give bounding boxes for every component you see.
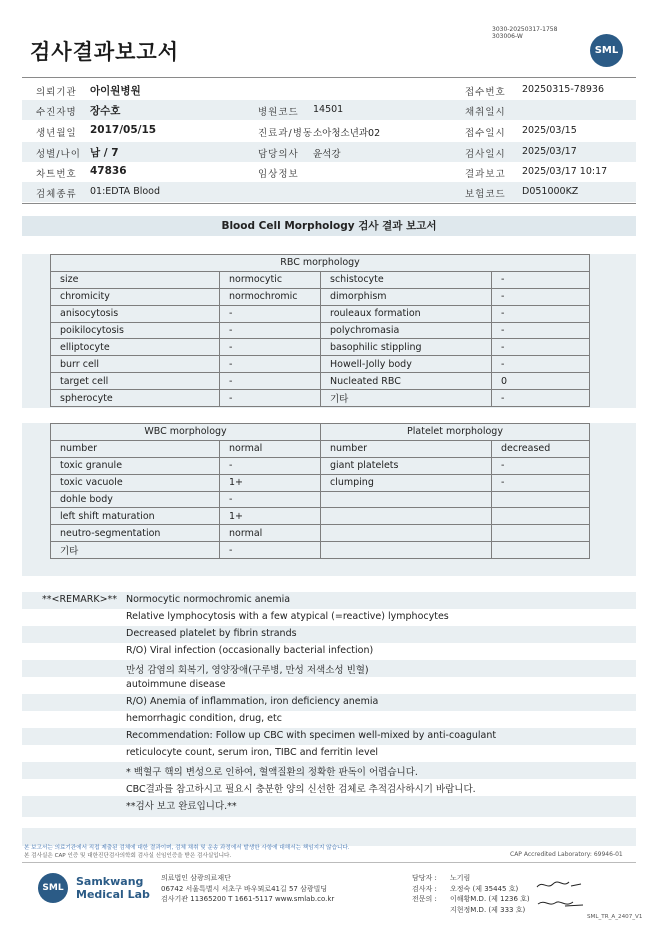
rbc-result: - xyxy=(220,339,321,356)
wbc-plt-item: giant platelets xyxy=(321,457,492,474)
rbc-result: - xyxy=(220,373,321,390)
info-label: 검사일시 xyxy=(465,149,506,160)
wbc-plt-row xyxy=(51,542,590,559)
wbc-plt-result xyxy=(492,491,590,508)
rbc-item: basophilic stippling xyxy=(321,339,492,356)
wbc-plt-item: 기타 xyxy=(51,542,220,559)
info-label: 차트번호 xyxy=(36,169,77,180)
wbc-plt-result: normal xyxy=(220,525,321,542)
info-value: 소아청소년과02 xyxy=(313,128,381,139)
rbc-result: - xyxy=(492,271,590,288)
rbc-result: - xyxy=(220,322,321,339)
wbc-plt-result: - xyxy=(220,542,321,559)
staff-names: 노기림 오정숙 (제 35445 호) 이해황M.D. (제 1236 호) 지현정M.D. (제 333 호) xyxy=(450,874,530,914)
info-value: 47836 xyxy=(90,165,127,177)
rbc-row xyxy=(51,390,590,407)
wbc-plt-item xyxy=(321,542,492,559)
rbc-item: 기타 xyxy=(321,390,492,407)
document-title: 검사결과보고서 xyxy=(30,40,180,64)
staff-labels: 담당자 : 검사자 : 전문의 : xyxy=(412,874,437,903)
wbc-plt-result: - xyxy=(492,457,590,474)
wbc-plt-row xyxy=(51,508,590,525)
wbc-plt-row xyxy=(51,440,590,457)
remark-line: R/O) Anemia of inflammation, iron deficiency anemia xyxy=(126,696,379,707)
patient-info-row xyxy=(22,162,636,182)
form-code: SML_TR_A_2407_V1 xyxy=(587,914,643,920)
remark-line: 만성 감염의 회복기, 영양장애(구루병, 만성 저색소성 빈혈) xyxy=(126,665,369,676)
wbc-plt-item: clumping xyxy=(321,474,492,491)
signature-1 xyxy=(535,878,585,892)
rbc-result: - xyxy=(492,390,590,407)
patient-info-row xyxy=(22,100,636,120)
remark-line: **검사 보고 완료입니다.** xyxy=(126,801,237,812)
remark-band xyxy=(22,626,636,643)
remark-line: Relative lymphocytosis with a few atypical (=reactive) lymphocytes xyxy=(126,611,449,622)
rbc-row xyxy=(51,271,590,288)
rbc-item: target cell xyxy=(51,373,220,390)
info-value: 2025/03/17 xyxy=(522,146,577,157)
footer-note: 본 보고서는 의료기관에서 직접 제출된 검체에 대한 결과이며, 검체 채취 및 운송 과정에서 발생한 사항에 대해서는 책임지지 않습니다. xyxy=(24,845,350,851)
wbc-plt-item: neutro-segmentation xyxy=(51,525,220,542)
info-label: 병원코드 xyxy=(258,107,299,118)
patient-info-row xyxy=(22,121,636,141)
rbc-item: schistocyte xyxy=(321,271,492,288)
platelet-table-title: Platelet morphology xyxy=(321,424,590,441)
wbc-plt-result: - xyxy=(220,457,321,474)
rbc-item: poikilocytosis xyxy=(51,322,220,339)
remark-band xyxy=(22,813,636,817)
rbc-row xyxy=(51,373,590,390)
remark-line: Recommendation: Follow up CBC with specimen well-mixed by anti-coagulant xyxy=(126,730,497,741)
remark-line: Normocytic normochromic anemia xyxy=(126,594,291,605)
info-label: 보험코드 xyxy=(465,189,506,200)
wbc-plt-item xyxy=(321,525,492,542)
info-label: 생년월일 xyxy=(36,128,77,139)
rbc-row xyxy=(51,305,590,322)
wbc-plt-result xyxy=(492,525,590,542)
wbc-plt-item: number xyxy=(321,440,492,457)
info-value: 01:EDTA Blood xyxy=(90,186,161,197)
rbc-item: burr cell xyxy=(51,356,220,373)
wbc-plt-result: 1+ xyxy=(220,508,321,525)
wbc-table-title: WBC morphology xyxy=(51,424,321,441)
info-label: 담당의사 xyxy=(258,149,299,160)
rbc-row xyxy=(51,288,590,305)
rbc-row xyxy=(51,356,590,373)
remark-band xyxy=(22,796,636,813)
rbc-result: - xyxy=(492,288,590,305)
info-value: D051000KZ xyxy=(522,186,579,197)
rbc-result: - xyxy=(492,339,590,356)
cap-accreditation: CAP Accredited Laboratory: 69946-01 xyxy=(510,851,623,858)
document-code-secondary: 303006-W xyxy=(492,33,523,40)
signature-2 xyxy=(535,896,585,910)
wbc-plt-result: - xyxy=(492,474,590,491)
remark-line: CBC결과를 참고하시고 필요시 충분한 양의 신선한 검체로 추적검사하시기 바랍니다. xyxy=(126,784,476,795)
patient-info-row xyxy=(22,142,636,162)
remark-line: R/O) Viral infection (occasionally bacterial infection) xyxy=(126,645,374,656)
report-title: Blood Cell Morphology 검사 결과 보고서 xyxy=(22,216,636,236)
info-label: 수진자명 xyxy=(36,107,77,118)
patient-info-row xyxy=(22,80,636,100)
rbc-item: dimorphism xyxy=(321,288,492,305)
info-label: 진료과/병동 xyxy=(258,128,314,139)
rbc-morphology-table xyxy=(50,254,590,407)
wbc-plt-result xyxy=(492,508,590,525)
wbc-plt-result: normal xyxy=(220,440,321,457)
info-label: 의뢰기관 xyxy=(36,87,77,98)
wbc-plt-result xyxy=(492,542,590,559)
info-value: 2017/05/15 xyxy=(90,124,157,136)
wbc-plt-row xyxy=(51,474,590,491)
info-label: 임상정보 xyxy=(258,169,299,180)
document-code: 3030-20250317-1758 xyxy=(492,26,558,33)
footer-accreditation-note: 본 검사실은 CAP 인증 및 대한진단검사의학회 검사실 신임인증을 받은 검사실입니다. xyxy=(24,853,232,859)
info-value: 2025/03/15 xyxy=(522,125,577,136)
rbc-item: elliptocyte xyxy=(51,339,220,356)
rbc-result: normocytic xyxy=(220,271,321,288)
rbc-item: anisocytosis xyxy=(51,305,220,322)
info-value: 윤석강 xyxy=(313,149,341,160)
info-label: 검체종류 xyxy=(36,189,77,200)
rbc-row xyxy=(51,339,590,356)
wbc-plt-row xyxy=(51,491,590,508)
rbc-result: 0 xyxy=(492,373,590,390)
remark-line: autoimmune disease xyxy=(126,679,226,690)
info-value: 2025/03/17 10:17 xyxy=(522,166,608,177)
wbc-plt-item: dohle body xyxy=(51,491,220,508)
lab-license: 검사기관 11365200 T 1661-5117 www.smlab.co.kr xyxy=(161,895,335,903)
rbc-item: polychromasia xyxy=(321,322,492,339)
remark-label: **<REMARK>** xyxy=(42,594,118,605)
rbc-result: - xyxy=(220,305,321,322)
info-label: 결과보고 xyxy=(465,169,506,180)
info-label: 성별/나이 xyxy=(36,149,81,160)
remark-line: * 백혈구 핵의 변성으로 인하여, 혈액질환의 정확한 판독이 어렵습니다. xyxy=(126,767,418,778)
lab-info xyxy=(161,873,334,905)
rbc-result: - xyxy=(492,322,590,339)
divider xyxy=(22,862,636,863)
wbc-plt-result: - xyxy=(220,491,321,508)
info-value: 20250315-78936 xyxy=(522,84,605,95)
wbc-plt-item: left shift maturation xyxy=(51,508,220,525)
sml-footer-logo: SML xyxy=(38,873,68,903)
wbc-plt-result: decreased xyxy=(492,440,590,457)
info-label: 접수번호 xyxy=(465,87,506,98)
info-value: 장수호 xyxy=(90,105,121,117)
wbc-plt-item: number xyxy=(51,440,220,457)
rbc-item: Howell-Jolly body xyxy=(321,356,492,373)
wbc-plt-item xyxy=(321,508,492,525)
rbc-item: size xyxy=(51,271,220,288)
wbc-plt-item: toxic granule xyxy=(51,457,220,474)
rbc-result: - xyxy=(220,390,321,407)
rbc-item: chromicity xyxy=(51,288,220,305)
remark-line: hemorrhagic condition, drug, etc xyxy=(126,713,282,724)
info-value: 14501 xyxy=(313,104,344,115)
rbc-item: Nucleated RBC xyxy=(321,373,492,390)
remark-line: Decreased platelet by fibrin strands xyxy=(126,628,297,639)
wbc-plt-result: 1+ xyxy=(220,474,321,491)
lab-address: 06742 서울특별시 서초구 바우뫼로41길 57 삼광빌딩 xyxy=(161,884,328,893)
rbc-result: - xyxy=(220,356,321,373)
info-value: 아이원병원 xyxy=(90,85,141,97)
rbc-table-title: RBC morphology xyxy=(51,255,590,272)
info-label: 채취일시 xyxy=(465,107,506,118)
wbc-plt-item xyxy=(321,491,492,508)
rbc-item: spherocyte xyxy=(51,390,220,407)
info-value: 남 / 7 xyxy=(90,147,119,159)
divider xyxy=(22,203,636,204)
lab-organization: 의료법인 삼광의료재단 xyxy=(161,874,231,882)
brand-name: Samkwang Medical Lab xyxy=(76,875,150,901)
wbc-plt-row xyxy=(51,525,590,542)
wbc-plt-row xyxy=(51,457,590,474)
rbc-item: rouleaux formation xyxy=(321,305,492,322)
wbc-plt-item: toxic vacuole xyxy=(51,474,220,491)
rbc-result: - xyxy=(492,356,590,373)
patient-info-row xyxy=(22,182,636,202)
remark-line: reticulocyte count, serum iron, TIBC and ferritin level xyxy=(126,747,379,758)
sml-logo: SML xyxy=(590,34,623,67)
rbc-result: - xyxy=(492,305,590,322)
info-label: 접수일시 xyxy=(465,128,506,139)
rbc-row xyxy=(51,322,590,339)
rbc-result: normochromic xyxy=(220,288,321,305)
divider xyxy=(22,77,636,78)
wbc-platelet-table xyxy=(50,423,590,559)
